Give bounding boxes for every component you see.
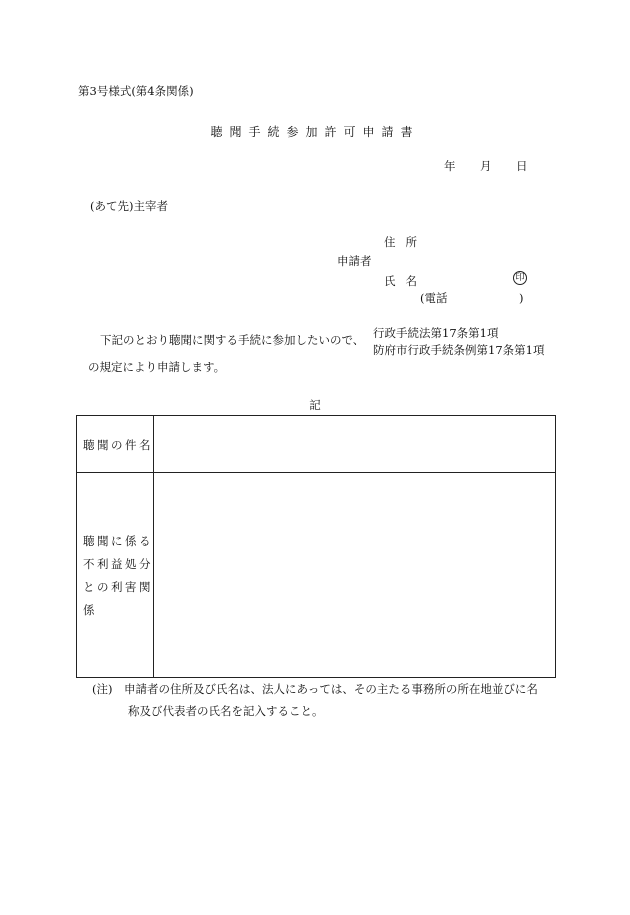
- form-number: 第3号様式(第4条関係): [78, 84, 194, 98]
- subject-label: 聴聞の件名: [83, 438, 153, 452]
- name-label: 氏名: [384, 274, 427, 288]
- date-month-label: 月: [480, 159, 492, 173]
- date-day-label: 日: [516, 159, 528, 173]
- interest-label-line: との利害関: [83, 580, 153, 594]
- body-text-start: 下記のとおり聴聞に関する手続に参加したいので、: [100, 333, 365, 347]
- addressee: (あて先)主宰者: [90, 199, 168, 213]
- date-year-label: 年: [444, 159, 456, 173]
- address-label: 住所: [384, 235, 427, 249]
- note-line-2: 称及び代表者の氏名を記入すること。: [128, 704, 324, 718]
- applicant-label: 申請者: [337, 254, 372, 268]
- interest-label-line: 聴聞に係る: [83, 534, 153, 548]
- body-text-end: の規定により申請します。: [88, 360, 226, 374]
- record-table: [76, 415, 556, 678]
- table-row-divider: [77, 472, 555, 473]
- interest-label-line: 係: [83, 603, 97, 617]
- interest-label: [83, 530, 153, 622]
- document-title: 聴聞手続参加許可申請書: [210, 125, 420, 139]
- law-option-1: 行政手続法第17条第1項: [373, 326, 499, 340]
- phone-close-paren: ): [519, 291, 524, 305]
- ki-heading: 記: [309, 398, 321, 412]
- seal-mark: 印: [513, 271, 527, 285]
- note-line-1: (注) 申請者の住所及び氏名は、法人にあっては、その主たる事務所の所在地並びに名: [92, 682, 538, 696]
- law-option-2: 防府市行政手続条例第17条第1項: [373, 343, 545, 357]
- table-column-divider: [153, 416, 154, 677]
- phone-label: (電話: [420, 291, 448, 305]
- interest-label-line: 不利益処分: [83, 557, 153, 571]
